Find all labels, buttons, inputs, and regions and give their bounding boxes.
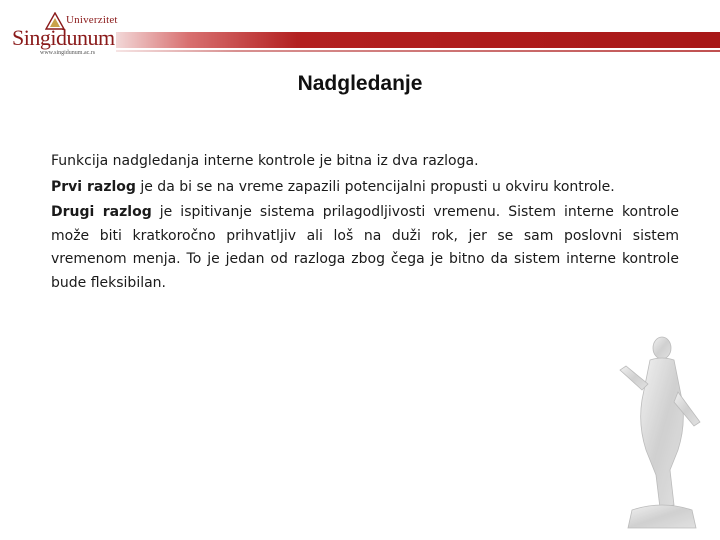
logo-main-text: Singidunum [12, 25, 115, 50]
paragraph-1: Funkcija nadgledanja interne kontrole je bitna iz dva razloga. [51, 153, 479, 169]
slide-title: Nadgledanje [297, 72, 423, 95]
paragraph-2-lead: Prvi razlog [51, 178, 136, 195]
paragraph-2 [51, 176, 679, 200]
paragraph-3 [51, 201, 679, 295]
paragraph-2-text: je da bi se na vreme zapazili potencijalni propusti u okviru kontrole. [135, 178, 615, 195]
slide-header [0, 0, 720, 62]
header-red-stripe [116, 32, 720, 48]
university-logo [8, 14, 116, 60]
statue-watermark-icon [612, 330, 712, 535]
paragraph-3-lead: Drugi razlog [51, 204, 152, 220]
slide-body [51, 150, 679, 297]
header-thin-stripe [116, 50, 720, 52]
logo-top-text: Univerzitet [66, 14, 118, 26]
paragraph-3-text: je ispitivanje sistema prilagodljivosti vremenu. Sistem interne kontrole može biti kratkoročno prihvatljiv ali loš na duži rok, jer se sam poslovni sistem vremenom menja. To je jedan od razloga zbog čega je bitno da sistem interne kontrole bude fleksibilan. [51, 204, 679, 291]
logo-url-text: www.singidunum.ac.rs [40, 50, 96, 56]
